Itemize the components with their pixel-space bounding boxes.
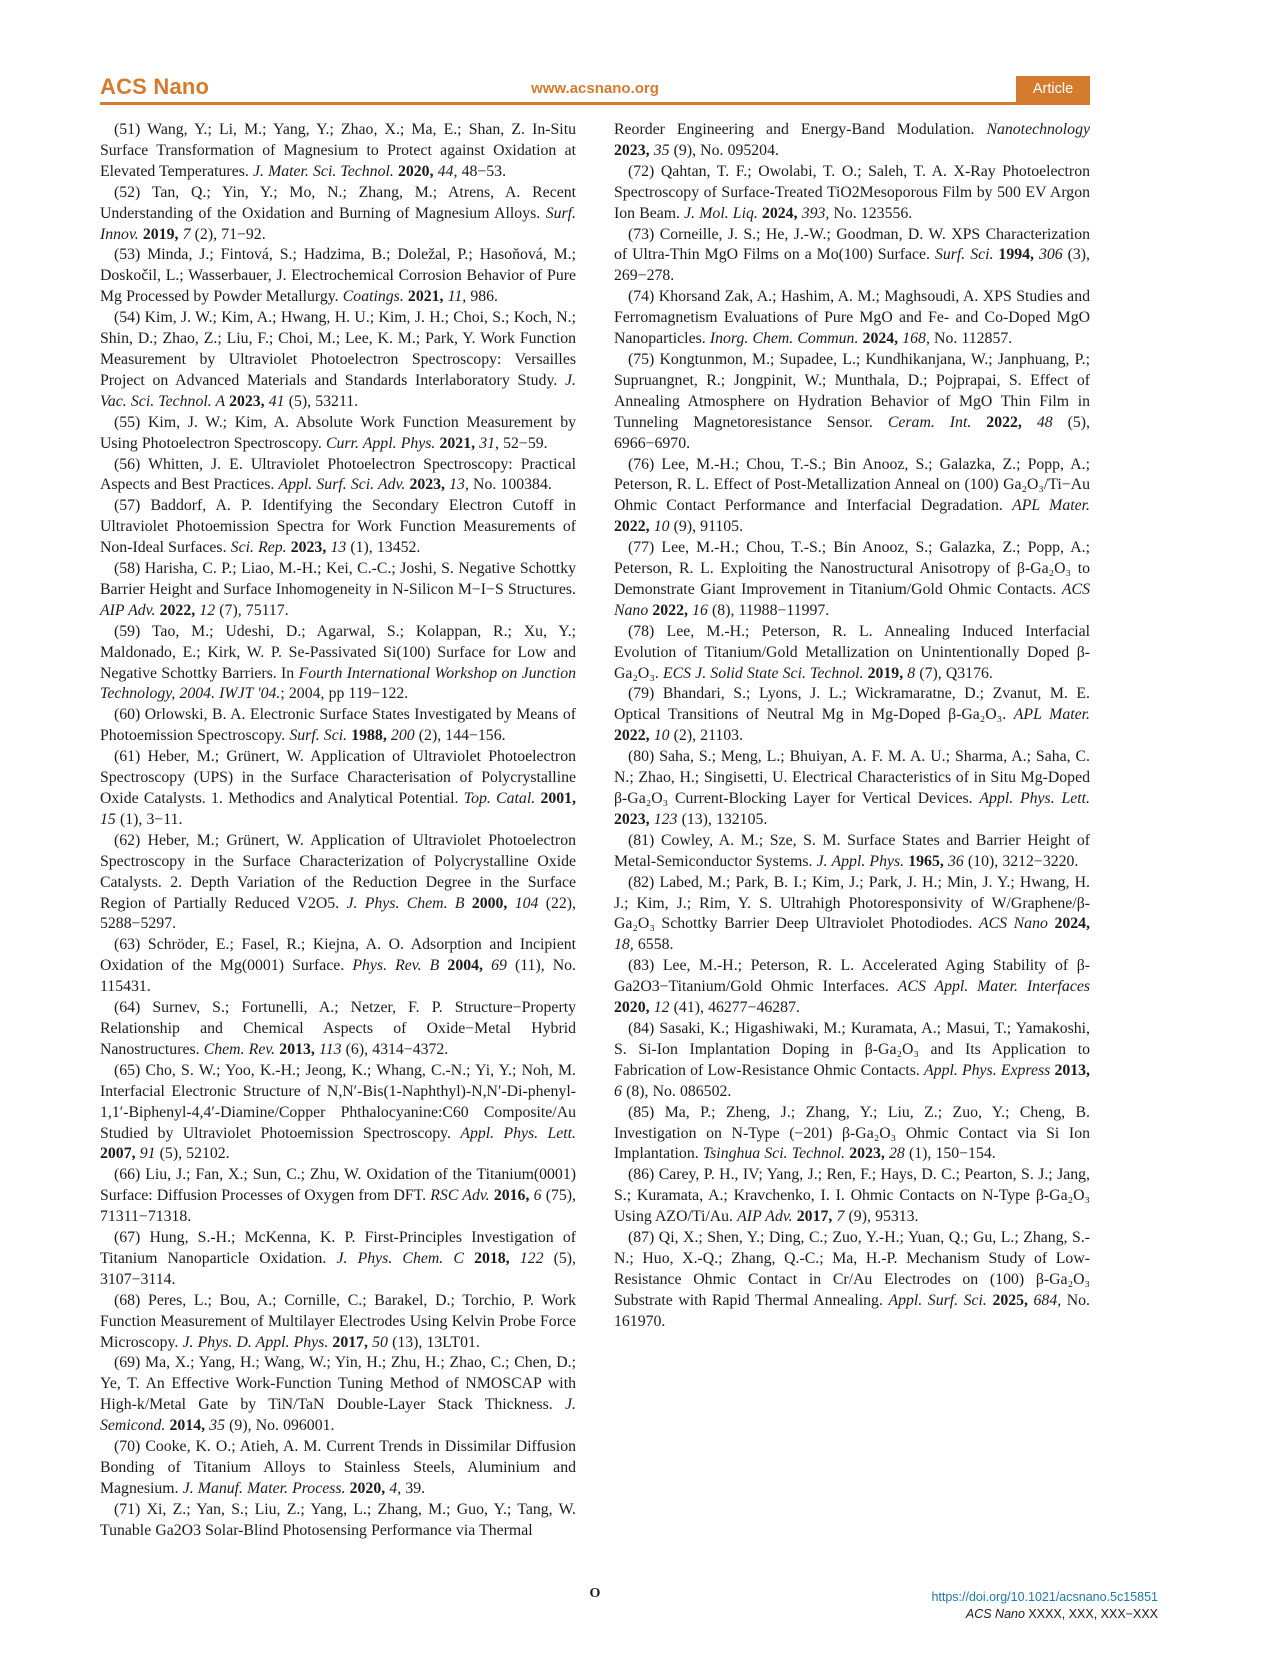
reference-item: (78) Lee, M.-H.; Peterson, R. L. Annealing Induced Interfacial Evolution of Titanium/Gold Metallization on Unintentionally Doped β-Ga₂O₃. ECS J. Solid State Sci. Technol. 2019, 8 (7), Q3176.: [614, 622, 1090, 682]
reference-item: (72) Qahtan, T. F.; Owolabi, T. O.; Saleh, T. A. X-Ray Photoelectron Spectroscopy of Surface-Treated TiO2Mesoporous Film by 500 EV Argon Ion Beam. J. Mol. Liq. 2024, 393, No. 123556.: [614, 162, 1090, 222]
references-section: [100, 120, 1090, 1542]
header-rule: [100, 102, 1090, 105]
footer-citation-block: [931, 1589, 1158, 1623]
journal-citation: [931, 1606, 1158, 1623]
reference-item: (87) Qi, X.; Shen, Y.; Ding, C.; Zuo, Y.-H.; Yuan, Q.; Gu, L.; Zhang, S.-N.; Huo, X.-Q.; Zhang, Q.-C.; Ma, H.-P. Mechanism Study of Low-Resistance Ohmic Contact in Cr/Au Electrodes on (100) β-Ga₂O₃ Substrate with Rapid Thermal Annealing. Appl. Surf. Sci. 2025, 684, No. 161970.: [614, 1229, 1090, 1330]
page-number: O: [589, 1586, 601, 1601]
reference-item: (54) Kim, J. W.; Kim, A.; Hwang, H. U.; Kim, J. H.; Choi, S.; Koch, N.; Shin, D.; Zhao, Z.; Liu, F.; Choi, M.; Lee, K. M.; Park, Y. Work Function Measurement by Ultraviolet Photoelectron Spectroscopy: Versailles Project on Advanced Materials and Standards Interlaboratory Study. J. Vac. Sci. Technol. A 2023, 41 (5), 53211.: [100, 309, 576, 410]
reference-item: (77) Lee, M.-H.; Chou, T.-S.; Bin Anooz, S.; Galazka, Z.; Popp, A.; Peterson, R. L. Exploiting the Nanostructural Anisotropy of β-Ga₂O₃ to Demonstrate Giant Improvement in Titanium/Gold Ohmic Contacts. ACS Nano 2022, 16 (8), 11988−11997.: [614, 539, 1090, 619]
reference-item: (83) Lee, M.-H.; Peterson, R. L. Accelerated Aging Stability of β-Ga2O3−Titanium/Gold Ohmic Interfaces. ACS Appl. Mater. Interfaces 2020, 12 (41), 46277−46287.: [614, 957, 1090, 1017]
reference-item: (68) Peres, L.; Bou, A.; Cornille, C.; Barakel, D.; Torchio, P. Work Function Measurement of Multilayer Electrodes Using Kelvin Probe Force Microscopy. J. Phys. D. Appl. Phys. 2017, 50 (13), 13LT01.: [100, 1291, 576, 1351]
reference-item: (75) Kongtunmon, M.; Supadee, L.; Kundhikanjana, W.; Janphuang, P.; Supruangnet, R.; Jongpinit, W.; Munthala, D.; Pojprapai, S. Effect of Annealing Atmosphere on Hydration Behavior of MgO Thin Film in Tunneling Magnetoresistance Sensor. Ceram. Int. 2022, 48 (5), 6966−6970.: [614, 350, 1091, 452]
reference-item: (76) Lee, M.-H.; Chou, T.-S.; Bin Anooz, S.; Galazka, Z.; Popp, A.; Peterson, R. L. Effect of Post-Metallization Anneal on (100) Ga₂O₃/Ti−Au Ohmic Contact Performance and Interfacial Degradation. APL Mater. 2022, 10 (9), 91105.: [614, 455, 1090, 536]
reference-item: (64) Surnev, S.; Fortunelli, A.; Netzer, F. P. Structure−Property Relationship and Chemical Aspects of Oxide−Metal Hybrid Nanostructures. Chem. Rev. 2013, 113 (6), 4314−4372.: [100, 999, 576, 1058]
reference-item: (82) Labed, M.; Park, B. I.; Kim, J.; Park, J. H.; Min, J. Y.; Hwang, H. J.; Kim, J.; Rim, Y. S. Ultrahigh Photoresponsivity of W/Graphene/β-Ga₂O₃ Schottky Barrier Deep Ultraviolet Photodiodes. ACS Nano 2024, 18, 6558.: [614, 873, 1090, 954]
reference-item: (59) Tao, M.; Udeshi, D.; Agarwal, S.; Kolappan, R.; Xu, Y.; Maldonado, E.; Kirk, W. P. Se-Passivated Si(100) Surface for Low and Negative Schottky Barriers. In Fourth International Workshop on Junction Technology, 2004. IWJT '04.; 2004, pp 119−122.: [100, 622, 576, 703]
reference-item: (71) Xi, Z.; Yan, S.; Liu, Z.; Yang, L.; Zhang, M.; Guo, Y.; Tang, W. Tunable Ga2O3 Solar-Blind Photosensing Performance via Thermal: [100, 1500, 576, 1539]
reference-item: (52) Tan, Q.; Yin, Y.; Mo, N.; Zhang, M.; Atrens, A. Recent Understanding of the Oxidation and Burning of Magnesium Alloys. Surf. Innov. 2019, 7 (2), 71−92.: [100, 183, 576, 243]
reference-item: (66) Liu, J.; Fan, X.; Sun, C.; Zhu, W. Oxidation of the Titanium(0001) Surface: Diffusion Processes of Oxygen from DFT. RSC Adv. 2016, 6 (75), 71311−71318.: [100, 1166, 576, 1226]
reference-item: (53) Minda, J.; Fintová, S.; Hadzima, B.; Doležal, P.; Hasoňová, M.; Doskočil, L.; Wasserbauer, J. Electrochemical Corrosion Behavior of Pure Mg Processed by Powder Metallurgy. Coatings. 2021, 11, 986.: [100, 246, 576, 306]
citation-volume-pages: XXXX, XXX, XXX−XXX: [1024, 1607, 1158, 1621]
reference-item: (55) Kim, J. W.; Kim, A. Absolute Work Function Measurement by Using Photoelectron Spectroscopy. Curr. Appl. Phys. 2021, 31, 52−59.: [100, 413, 576, 452]
reference-item: (81) Cowley, A. M.; Sze, S. M. Surface States and Barrier Height of Metal-Semiconductor Systems. J. Appl. Phys. 1965, 36 (10), 3212−3220.: [614, 831, 1090, 870]
reference-item: (57) Baddorf, A. P. Identifying the Secondary Electron Cutoff in Ultraviolet Photoemission Spectra for Work Function Measurements of Non-Ideal Surfaces. Sci. Rep. 2023, 13 (1), 13452.: [100, 497, 576, 557]
reference-item: (56) Whitten, J. E. Ultraviolet Photoelectron Spectroscopy: Practical Aspects and Best Practices. Appl. Surf. Sci. Adv. 2023, 13, No. 100384.: [100, 455, 576, 494]
reference-item: (85) Ma, P.; Zheng, J.; Zhang, Y.; Liu, Z.; Zuo, Y.; Cheng, B. Investigation on N-Type (−201) β-Ga₂O₃ Ohmic Contact via Si Ion Implantation. Tsinghua Sci. Technol. 2023, 28 (1), 150−154.: [614, 1103, 1090, 1163]
references-column-right: [614, 120, 1090, 1542]
reference-item: (61) Heber, M.; Grünert, W. Application of Ultraviolet Photoelectron Spectroscopy (UPS) in the Surface Characterisation of Polycrystalline Oxide Catalysts. 1. Methodics and Analytical Potential. Top. Catal. 2001, 15 (1), 3−11.: [100, 748, 576, 828]
reference-item: (62) Heber, M.; Grünert, W. Application of Ultraviolet Photoelectron Spectroscopy in the Surface Characterization of Polycrystalline Oxide Catalysts. 2. Depth Variation of the Reduction Degree in the Surface Region of Partially Reduced V2O5. J. Phys. Chem. B 2000, 104 (22), 5288−5297.: [100, 831, 576, 933]
reference-item: (65) Cho, S. W.; Yoo, K.-H.; Jeong, K.; Whang, C.-N.; Yi, Y.; Noh, M. Interfacial Electronic Structure of N,N′-Bis(1-Naphthyl)-N,N′-Di-phenyl-1,1′-Biphenyl-4,4′-Diamine/Copper Phthalocyanine:C60 Composite/Au Studied by Ultraviolet Photoemission Spectroscopy. Appl. Phys. Lett. 2007, 91 (5), 52102.: [100, 1061, 576, 1163]
citation-journal-name: ACS Nano: [965, 1607, 1025, 1621]
references-column-left: [100, 120, 576, 1542]
journal-brand: ACS Nano: [100, 74, 210, 99]
doi-link[interactable]: https://doi.org/10.1021/acsnano.5c15851: [931, 1590, 1158, 1604]
journal-url[interactable]: www.acsnano.org: [531, 80, 659, 97]
reference-item: (70) Cooke, K. O.; Atieh, A. M. Current Trends in Dissimilar Diffusion Bonding of Titanium Alloys to Stainless Steels, Aluminium and Magnesium. J. Manuf. Mater. Process. 2020, 4, 39.: [100, 1438, 576, 1497]
reference-item: (58) Harisha, C. P.; Liao, M.-H.; Kei, C.-C.; Joshi, S. Negative Schottky Barrier Height and Surface Inhomogeneity in N-Silicon M−I−S Structures. AIP Adv. 2022, 12 (7), 75117.: [100, 560, 576, 619]
reference-item: (84) Sasaki, K.; Higashiwaki, M.; Kuramata, A.; Masui, T.; Yamakoshi, S. Si-Ion Implantation Doping in β-Ga₂O₃ and Its Application to Fabrication of Low-Resistance Ohmic Contacts. Appl. Phys. Express 2013, 6 (8), No. 086502.: [614, 1019, 1090, 1100]
reference-item: (79) Bhandari, S.; Lyons, J. L.; Wickramaratne, D.; Zvanut, M. E. Optical Transitions of Neutral Mg in Mg-Doped β-Ga₂O₃. APL Mater. 2022, 10 (2), 21103.: [614, 685, 1090, 745]
reference-item: (86) Carey, P. H., IV; Yang, J.; Ren, F.; Hays, D. C.; Pearton, S. J.; Jang, S.; Kuramata, A.; Kravchenko, I. I. Ohmic Contacts on N-Type β-Ga₂O₃ Using AZO/Ti/Au. AIP Adv. 2017, 7 (9), 95313.: [614, 1166, 1090, 1226]
reference-item: (74) Khorsand Zak, A.; Hashim, A. M.; Maghsoudi, A. XPS Studies and Ferromagnetism Evaluations of Pure MgO and Fe- and Co-Doped MgO Nanoparticles. Inorg. Chem. Commun. 2024, 168, No. 112857.: [614, 288, 1090, 348]
reference-item: (80) Saha, S.; Meng, L.; Bhuiyan, A. F. M. A. U.; Sharma, A.; Saha, C. N.; Zhao, H.; Singisetti, U. Electrical Characteristics of in Situ Mg-Doped β-Ga₂O₃ Current-Blocking Layer for Vertical Devices. Appl. Phys. Lett. 2023, 123 (13), 132105.: [614, 748, 1090, 828]
article-type-badge: Article: [1016, 76, 1090, 102]
reference-item: (73) Corneille, J. S.; He, J.-W.; Goodman, D. W. XPS Characterization of Ultra-Thin MgO Films on a Mo(100) Surface. Surf. Sci. 1994, 306 (3), 269−278.: [614, 225, 1090, 285]
reference-item: (69) Ma, X.; Yang, H.; Wang, W.; Yin, H.; Zhu, H.; Zhao, C.; Chen, D.; Ye, T. An Effective Work-Function Tuning Method of NMOSCAP with High-k/Metal Gate by TiN/TaN Double-Layer Stack Thickness. J. Semicond. 2014, 35 (9), No. 096001.: [100, 1354, 576, 1435]
reference-item: (67) Hung, S.-H.; McKenna, K. P. First-Principles Investigation of Titanium Nanoparticle Oxidation. J. Phys. Chem. C 2018, 122 (5), 3107−3114.: [100, 1229, 576, 1288]
reference-item: (63) Schröder, E.; Fasel, R.; Kiejna, A. O. Adsorption and Incipient Oxidation of the Mg(0001) Surface. Phys. Rev. B 2004, 69 (11), No. 115431.: [100, 936, 577, 996]
reference-item: (51) Wang, Y.; Li, M.; Yang, Y.; Zhao, X.; Ma, E.; Shan, Z. In-Situ Surface Transformation of Magnesium to Protect against Oxidation at Elevated Temperatures. J. Mater. Sci. Technol. 2020, 44, 48−53.: [100, 121, 576, 180]
reference-item: (60) Orlowski, B. A. Electronic Surface States Investigated by Means of Photoemission Spectroscopy. Surf. Sci. 1988, 200 (2), 144−156.: [100, 706, 576, 745]
reference-continuation: Reorder Engineering and Energy-Band Modulation. Nanotechnology 2023, 35 (9), No. 095204.: [614, 121, 1090, 159]
